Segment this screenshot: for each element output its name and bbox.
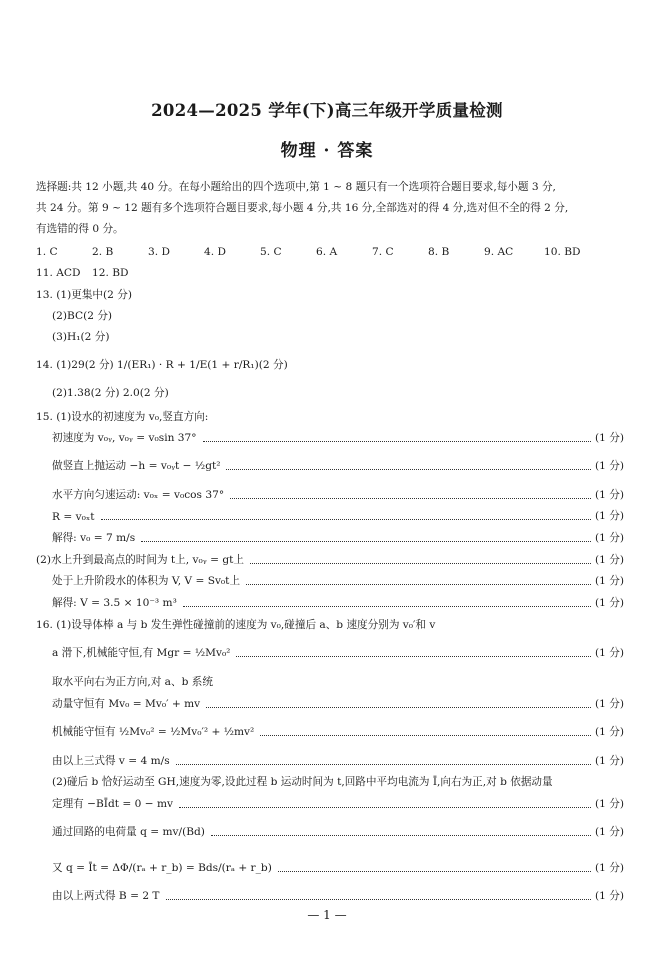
step-text: 做竖直上抛运动 −h = v₀ᵧt − ½gt²	[52, 460, 221, 472]
page-subtitle: 物理 · 答案	[280, 141, 374, 161]
step-score: (1 分)	[595, 460, 624, 472]
step-text: 水平方向匀速运动: v₀ₓ = v₀cos 37°	[52, 489, 225, 501]
step-text: a 滑下,机械能守恒,有 Mgr = ½Mv₀²	[52, 647, 231, 659]
step-score: (1 分)	[595, 532, 624, 544]
step-score: (1 分)	[595, 826, 624, 838]
solution-row	[52, 509, 624, 523]
step-text: 处于上升阶段水的体积为 V, V = Sv₀t上	[52, 575, 241, 587]
q16-part2-line: (2)碰后 b 恰好运动至 GH,速度为零,设此过程 b 运动时间为 t,回路中平均电流为 Ī,向右为正,对 b 依据动量	[52, 776, 553, 788]
answer-item: 7. C	[372, 246, 394, 258]
step-score: (1 分)	[595, 597, 624, 609]
answer-item: 12. BD	[92, 267, 129, 279]
intro-line: 有选错的得 0 分。	[36, 223, 124, 235]
solution-row	[52, 754, 624, 768]
answer-item: 10. BD	[544, 246, 581, 258]
step-score: (1 分)	[595, 698, 624, 710]
step-text: 动量守恒有 Mv₀ = Mv₀′ + mv	[52, 698, 201, 710]
q14-line: (2)1.38(2 分) 2.0(2 分)	[52, 387, 169, 399]
step-score: (1 分)	[595, 890, 624, 902]
step-text: 定理有 −BĪdt = 0 − mv	[52, 798, 174, 810]
intro-line: 选择题:共 12 小题,共 40 分。在每小题给出的四个选项中,第 1 ~ 8 题只有一个选项符合题目要求,每小题 3 分,	[36, 181, 556, 193]
answer-item: 4. D	[204, 246, 226, 258]
q14-line: 14. (1)29(2 分) 1/(ER₁) · R + 1/E(1 + r/R₁)(2 分)	[36, 359, 288, 371]
step-text: 解得: v₀ = 7 m/s	[52, 532, 136, 544]
step-text: 通过回路的电荷量 q = mv/(Bd)	[52, 826, 205, 838]
q13-line: 13. (1)更集中(2 分)	[36, 289, 132, 301]
solution-row	[52, 531, 624, 545]
solution-row	[52, 725, 624, 739]
answer-item: 8. B	[428, 246, 450, 258]
answer-item: 1. C	[36, 246, 58, 258]
solution-row	[52, 488, 624, 502]
step-text: R = v₀ₓt	[52, 511, 95, 523]
step-text: 初速度为 v₀ᵧ, v₀ᵧ = v₀sin 37°	[52, 432, 197, 444]
solution-row	[52, 596, 624, 610]
answer-item: 6. A	[316, 246, 338, 258]
step-score: (1 分)	[595, 862, 624, 874]
step-text: 机械能守恒有 ½Mv₀² = ½Mv₀′² + ½mv²	[52, 726, 255, 738]
step-score: (1 分)	[595, 554, 624, 566]
solution-row	[52, 697, 624, 711]
solution-row	[52, 861, 624, 875]
step-score: (1 分)	[595, 755, 624, 767]
step-score: (1 分)	[595, 798, 624, 810]
solution-row	[52, 431, 624, 445]
solution-row	[52, 646, 624, 660]
answer-item: 2. B	[92, 246, 114, 258]
solution-row	[52, 459, 624, 473]
step-text: 又 q = Īt = ΔΦ/(rₐ + r_b) = Bds/(rₐ + r_b)	[52, 862, 272, 874]
step-text: 解得: V = 3.5 × 10⁻³ m³	[52, 597, 177, 609]
page-title: 2024—2025 学年(下)高三年级开学质量检测	[151, 101, 503, 120]
step-score: (1 分)	[595, 510, 624, 522]
step-score: (1 分)	[595, 647, 624, 659]
answer-item: 9. AC	[484, 246, 514, 258]
page-number: — 1 —	[307, 908, 347, 922]
q16-head: 16. (1)设导体棒 a 与 b 发生弹性碰撞前的速度为 v₀,碰撞后 a、b 速度分别为 v₀′和 v	[36, 619, 436, 631]
step-text: 取水平向右为正方向,对 a、b 系统	[52, 676, 213, 688]
answer-item: 3. D	[148, 246, 170, 258]
intro-line: 共 24 分。第 9 ~ 12 题有多个选项符合题目要求,每小题 4 分,共 16 分,全部选对的得 4 分,选对但不全的得 2 分,	[36, 202, 569, 214]
step-score: (1 分)	[595, 432, 624, 444]
step-score: (1 分)	[595, 575, 624, 587]
solution-row	[52, 825, 624, 839]
step-text: (2)水上升到最高点的时间为 t上, v₀ᵧ = gt上	[36, 554, 244, 566]
step-score: (1 分)	[595, 489, 624, 501]
q15-head: 15. (1)设水的初速度为 v₀,竖直方向:	[36, 411, 209, 423]
step-text: 由以上三式得 v = 4 m/s	[52, 755, 170, 767]
solution-row	[52, 574, 624, 588]
solution-row	[36, 553, 624, 567]
solution-row	[52, 797, 624, 811]
q13-line: (3)H₁(2 分)	[52, 331, 110, 343]
solution-row	[52, 889, 624, 903]
step-text: 由以上两式得 B = 2 T	[52, 890, 160, 902]
answer-item: 11. ACD	[36, 267, 81, 279]
q13-line: (2)BC(2 分)	[52, 310, 113, 322]
answer-item: 5. C	[260, 246, 282, 258]
step-score: (1 分)	[595, 726, 624, 738]
